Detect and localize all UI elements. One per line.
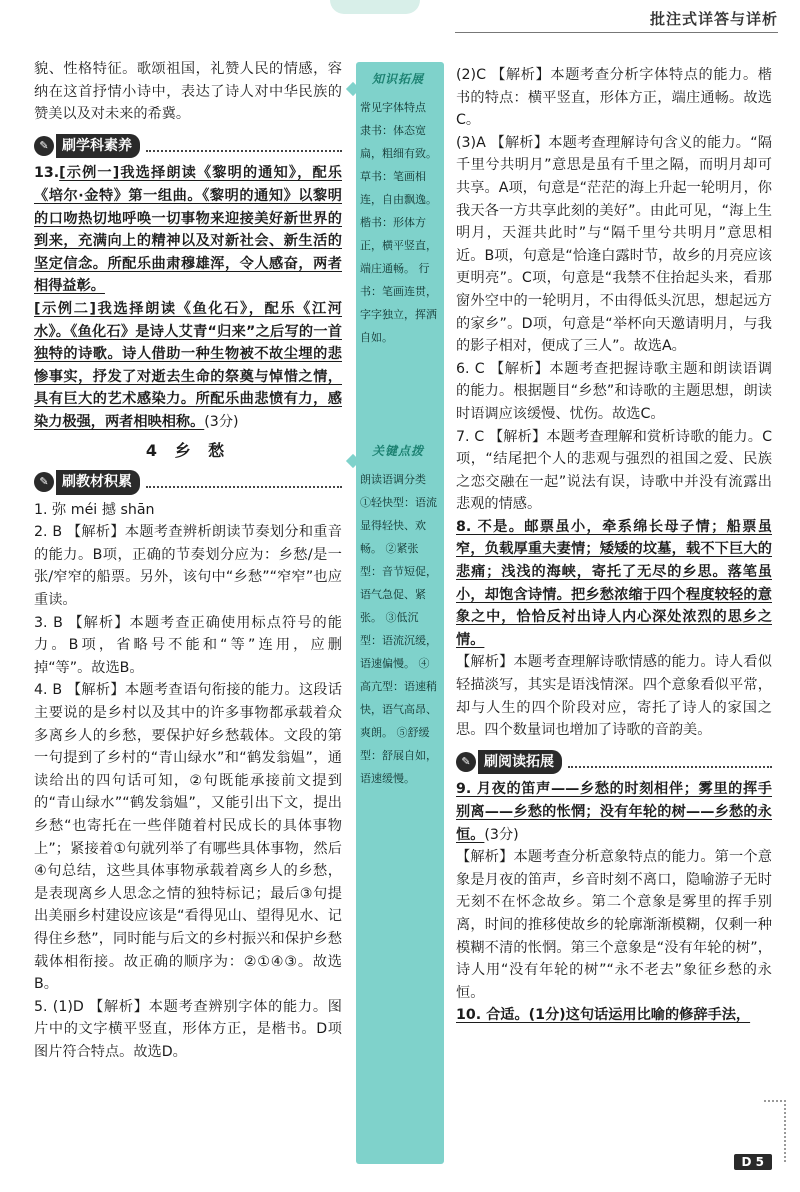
q9-answer <box>456 778 772 846</box>
q2-answer: 2. B 【解析】本题考查辨析朗读节奏划分和重音的能力。B项，正确的节奏划分应为：乡愁/是一张/窄窄的船票。另外，该句中“乡愁”“窄窄”也应重读。 <box>34 524 342 609</box>
lesson-title: 4 乡 愁 <box>145 440 231 460</box>
pointer-arrow <box>346 454 360 468</box>
q3-answer: 3. B 【解析】本题考查正确使用标点符号的能力。B项，省略号不能和“等”连用，应删掉“等”。故选B。 <box>34 614 342 676</box>
dotted-divider <box>146 140 342 152</box>
dotted-divider <box>568 756 772 768</box>
section-title: 刷教材积累 <box>56 470 140 495</box>
sidebar-title-knowledge: 知识拓展 <box>372 72 425 86</box>
q4-answer: 4. B 【解析】本题考查语句衔接的能力。这段话主要说的是乡村以及其中的许多事物都承载着众多离乡人的乡愁，要保护好乡愁载体。文段的第一句提到了乡村的“青山绿水”和“鹤发翁媪”，通读给出的四句话可知，②句既能承接前文提到的“青山绿水”“鹤发翁媪”，又能引出下文，提出乡愁“也寄托在一些伴随着村民成长的具体事物上”；紧接着①句就列举了有哪些具体事物，然后④句总结，这些具体事物承载着离乡人的乡愁，是表现离乡人思念之情的独特标记；最后③句提出美丽乡村建设应该是“看得见山、望得见水、记得住乡愁”，同时能与后文的乡村振兴和保护乡愁载体相衔接。故正确的顺序为：②①④③。故选B。 <box>34 682 342 993</box>
intro-paragraph: 貌、性格特征。歌颂祖国，礼赞人民的情感，容纳在这首抒情小诗中，表达了诗人对中华民族的赞美以及对未来的希冀。 <box>34 61 342 123</box>
header-rule <box>455 32 778 33</box>
q5-answer: 5. (1)D 【解析】本题考查辨别字体的能力。图片中的文字横平竖直，形体方正，是楷书。D项图片符合特点。故选D。 <box>34 998 342 1060</box>
q5-3-answer: (3)A 【解析】本题考查理解诗句含义的能力。“隔千里兮共明月”意思是虽有千里之隔，而明月却可共享。A项，句意是“茫茫的海上升起一轮明月，你我天各一方共享此刻的美好”。由此可见，“海上生明月，天涯共此时”与“隔千里兮共明月”意思相近。B项，句意是“恰逢白露时节，故乡的月亮应该更明亮”。C项，句意是“我禁不住抬起头来，看那窗外空中的一轮明月，不由得低头沉思，想起远方的家乡”。D项，句意是“举杯向天邀请明月，与我的影子相对，便成了三人”。故选A。 <box>456 134 772 355</box>
q13-score: (3分) <box>204 413 239 430</box>
sidebar-note-fonts: 常见字体特点 隶书：体态宽扁，粗细有致。 草书：笔画相连，自由飘逸。 楷书：形体方正，横平竖直，端庄通畅。 行书：笔画连贯，字字独立，挥洒自如。 <box>360 101 437 344</box>
pencil-icon: ✎ <box>34 136 54 156</box>
q9-text: 9. 月夜的笛声——乡愁的时刻相伴；雾里的挥手别离——乡愁的怅惘；没有年轮的树——乡愁的永恒。 <box>456 781 772 843</box>
annotation-sidebar <box>356 62 444 1164</box>
q6-answer: 6. C 【解析】本题考查把握诗歌主题和朗读语调的能力。根据题目“乡愁”和诗歌的主题思想，朗读时语调应该缓慢、忧伤。故选C。 <box>456 360 772 422</box>
q13-example-1: [示例一]我选择朗读《黎明的通知》，配乐《培尔·金特》第一组曲。《黎明的通知》以黎明的口吻热切地呼唤一切事物来迎接美好新世界的到来，充满向上的精神以及对新社会、新生活的坚定信念。所配乐曲肃穆雄浑，令人感奋，两者相得益彰。 <box>34 165 342 295</box>
running-header: 批注式详答与详析 <box>649 10 778 28</box>
q13-answer-2 <box>34 298 342 434</box>
dotted-divider <box>146 476 342 488</box>
page-number: D 5 <box>734 1154 773 1170</box>
section-title: 刷阅读拓展 <box>478 750 562 775</box>
q9-analysis: 【解析】本题考查分析意象特点的能力。第一个意象是月夜的笛声，乡音时刻不离口，隐喻游子无时无刻不在怀念故乡。第二个意象是雾里的挥手别离，时间的推移使故乡的轮廓渐渐模糊，仅剩一种模糊不清的怅惘。第三个意象是“没有年轮的树”，诗人用“没有年轮的树”“永不老去”象征乡愁的永恒。 <box>456 849 772 1001</box>
q8-answer: 8. 不是。邮票虽小，牵系绵长母子情；船票虽窄，负载厚重夫妻情；矮矮的坟墓，载不下巨大的悲痛；浅浅的海峡，寄托了无尽的乡思。落笔虽小，却饱含诗情。把乡愁浓缩于四个程度较轻的意象之中，恰恰反衬出诗人内心深处浓烈的思乡之情。 <box>456 518 772 648</box>
section-header-textbook <box>34 470 342 495</box>
sidebar-title-keypoint: 关键点拨 <box>372 444 425 458</box>
q5-2-answer: (2)C 【解析】本题考查分析字体特点的能力。楷书的特点：横平竖直，形体方正，端庄通畅。故选C。 <box>456 67 772 129</box>
q7-answer: 7. C 【解析】本题考查理解和赏析诗歌的能力。C项，“结尾把个人的悲观与强烈的祖国之爱、民族之恋交融在一起”说法有误，诗歌中并没有流露出悲观的情感。 <box>456 428 772 513</box>
q8-analysis: 【解析】本题考查理解诗歌情感的能力。诗人看似轻描淡写，其实是语浅情深。四个意象看似平常，却与人生的四个阶段对应，寄托了诗人的家国之思。四个数量词也增加了诗歌的音韵美。 <box>456 654 772 739</box>
section-title: 刷学科素养 <box>56 134 140 159</box>
section-header-subject <box>34 134 342 159</box>
q13-number: 13. <box>34 165 60 182</box>
sidebar-note-intonation: 朗读语调分类 ①轻快型：语流显得轻快、欢畅。 ②紧张型：音节短促，语气急促、紧张。 ③低沉型：语流沉缓，语速偏慢。 ④高亢型：语速稍快，语气高昂、爽朗。 ⑤舒缓型：舒展自如，语速缓慢。 <box>360 473 437 785</box>
q13-answer-1 <box>34 162 342 298</box>
q1-answer: 1. 弥 méi 撼 shān <box>34 501 155 518</box>
left-column <box>34 58 342 1064</box>
right-column <box>456 64 772 1027</box>
q13-example-2: [示例二]我选择朗读《鱼化石》，配乐《江河水》。《鱼化石》是诗人艾青“归来”之后写的一首独特的诗歌。诗人借助一种生物被不故尘埋的悲惨事实，抒发了对逝去生命的祭奠与悼惜之情，具有巨大的艺术感染力。所配乐曲悲愤有力，感染力极强，两者相映相称。 <box>34 300 342 430</box>
q9-score: (3分) <box>484 826 519 843</box>
pencil-icon: ✎ <box>34 472 54 492</box>
corner-decoration <box>764 1100 786 1162</box>
top-decoration <box>330 0 420 14</box>
pencil-icon: ✎ <box>456 752 476 772</box>
section-header-reading <box>456 750 772 775</box>
q10-answer: 10. 合适。(1分)这句话运用比喻的修辞手法， <box>456 1007 751 1024</box>
pointer-arrow <box>346 82 360 96</box>
